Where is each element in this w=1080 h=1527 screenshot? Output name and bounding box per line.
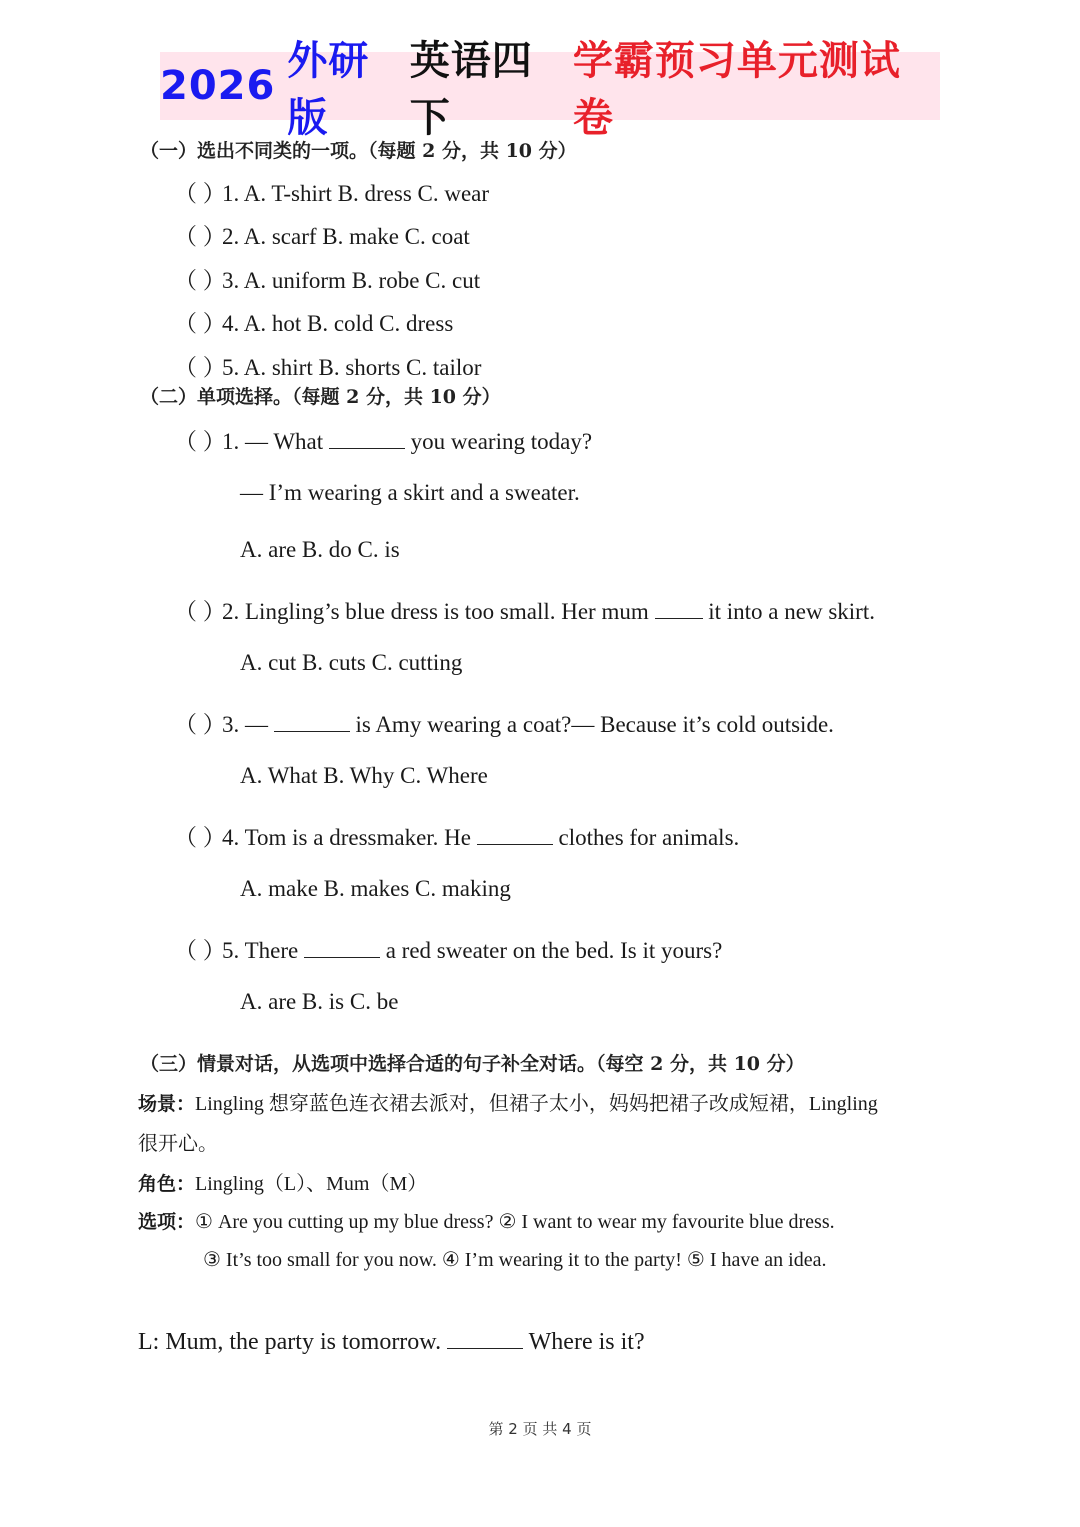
scene-line-1 bbox=[138, 1087, 878, 1116]
s2-q5-options: A. are B. is C. be bbox=[240, 989, 399, 1014]
s2-question-3 bbox=[174, 706, 834, 739]
answer-paren[interactable]: （ ） bbox=[174, 599, 226, 624]
section1-heading: （一）选出不同类的一项。（每题 2 分，共 10 分） bbox=[140, 140, 577, 162]
s1-q1-text: 1. A. T-shirt B. dress C. wear bbox=[222, 181, 490, 206]
s2-q2-options: A. cut B. cuts C. cutting bbox=[240, 650, 463, 675]
fill-blank[interactable] bbox=[447, 1332, 523, 1349]
s2-q2-pre: 2. Lingling’s blue dress is too small. Her mum bbox=[222, 599, 649, 624]
dialogue-line-1 bbox=[138, 1329, 645, 1356]
s1-question-4 bbox=[174, 305, 453, 338]
s1-q5-text: 5. A. shirt B. shorts C. tailor bbox=[222, 355, 482, 380]
section3-heading: （三）情景对话，从选项中选择合适的句子补全对话。（每空 2 分，共 10 分） bbox=[140, 1053, 805, 1075]
roles-line bbox=[138, 1167, 427, 1196]
scene-text-1: Lingling 想穿蓝色连衣裙去派对，但裙子太小，妈妈把裙子改成短裙，Lingling bbox=[195, 1093, 878, 1115]
scene-label: 场景： bbox=[138, 1093, 196, 1115]
answer-paren[interactable]: （ ） bbox=[174, 712, 226, 737]
s2-q3-pre: 3. — bbox=[222, 712, 268, 737]
answer-paren[interactable]: （ ） bbox=[174, 938, 226, 963]
answer-paren[interactable]: （ ） bbox=[174, 825, 226, 850]
s2-question-2 bbox=[174, 593, 875, 626]
s1-question-3 bbox=[174, 262, 480, 295]
s1-q3-text: 3. A. uniform B. robe C. cut bbox=[222, 268, 481, 293]
s2-q1-pre: 1. — What bbox=[222, 429, 324, 454]
s2-q3-options: A. What B. Why C. Where bbox=[240, 763, 488, 788]
s1-q2-text: 2. A. scarf B. make C. coat bbox=[222, 224, 470, 249]
options-label: 选项： bbox=[138, 1211, 196, 1233]
s2-q4-pre: 4. Tom is a dressmaker. He bbox=[222, 825, 472, 850]
s1-question-5 bbox=[174, 349, 481, 382]
s2-q1-answer: — I’m wearing a skirt and a sweater. bbox=[240, 480, 580, 505]
fill-blank[interactable] bbox=[477, 828, 553, 845]
answer-paren[interactable]: （ ） bbox=[174, 355, 226, 380]
fill-blank[interactable] bbox=[274, 715, 350, 732]
options-line-1 bbox=[138, 1207, 835, 1234]
s2-q3-post: is Amy wearing a coat?— Because it’s cold outside. bbox=[355, 712, 834, 737]
s2-question-1 bbox=[174, 423, 592, 456]
page-footer: 第 2 页 共 4 页 bbox=[488, 1420, 592, 1438]
title-subject: 英语四下 bbox=[409, 38, 533, 141]
dialogue-post: Where is it? bbox=[528, 1329, 645, 1355]
title-publisher: 外研版 bbox=[287, 38, 370, 141]
s2-q2-post: it into a new skirt. bbox=[708, 599, 875, 624]
title-main: 学霸预习单元测试卷 bbox=[572, 38, 901, 141]
s2-q4-options: A. make B. makes C. making bbox=[240, 876, 511, 901]
fill-blank[interactable] bbox=[655, 602, 703, 619]
s2-q4-post: clothes for animals. bbox=[558, 825, 740, 850]
s1-question-2 bbox=[174, 218, 470, 251]
s2-question-5 bbox=[174, 932, 722, 965]
title-year: 2026 bbox=[160, 63, 276, 109]
fill-blank[interactable] bbox=[304, 941, 380, 958]
answer-paren[interactable]: （ ） bbox=[174, 181, 226, 206]
answer-paren[interactable]: （ ） bbox=[174, 268, 226, 293]
s1-q4-text: 4. A. hot B. cold C. dress bbox=[222, 311, 454, 336]
s2-q5-pre: 5. There bbox=[222, 938, 299, 963]
s2-q5-post: a red sweater on the bed. Is it yours? bbox=[385, 938, 723, 963]
s2-q1-post: you wearing today? bbox=[410, 429, 593, 454]
s2-q1-options: A. are B. do C. is bbox=[240, 537, 400, 562]
options-text-1: ① Are you cutting up my blue dress? ② I want to wear my favourite blue dress. bbox=[195, 1211, 835, 1233]
dialogue-pre: L: Mum, the party is tomorrow. bbox=[138, 1329, 442, 1355]
s1-question-1 bbox=[174, 175, 489, 208]
roles-label: 角色： bbox=[138, 1173, 196, 1195]
s2-question-4 bbox=[174, 819, 739, 852]
options-line-2: ③ It’s too small for you now. ④ I’m wearing it to the party! ⑤ I have an idea. bbox=[203, 1249, 827, 1271]
scene-line-2: 很开心。 bbox=[138, 1133, 218, 1155]
title-banner bbox=[160, 38, 940, 141]
answer-paren[interactable]: （ ） bbox=[174, 311, 226, 336]
section2-heading: （二）单项选择。（每题 2 分，共 10 分） bbox=[140, 386, 501, 408]
fill-blank[interactable] bbox=[329, 432, 405, 449]
roles-text: Lingling（L）、Mum（M） bbox=[195, 1173, 428, 1195]
answer-paren[interactable]: （ ） bbox=[174, 429, 226, 454]
answer-paren[interactable]: （ ） bbox=[174, 224, 226, 249]
